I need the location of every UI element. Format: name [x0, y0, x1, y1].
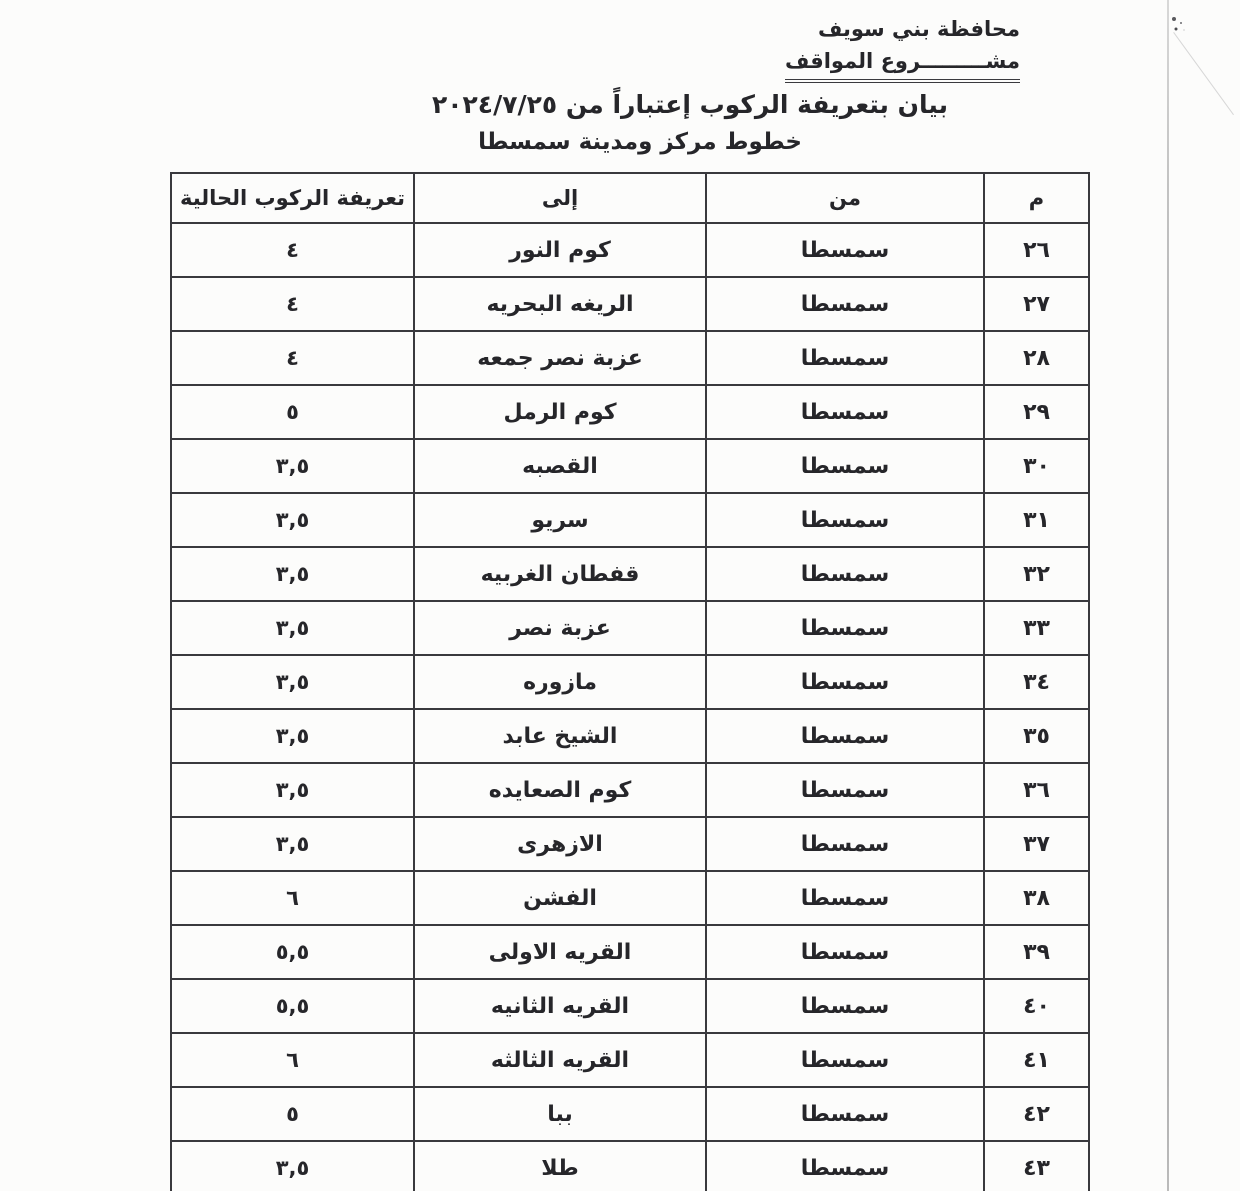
table-row	[171, 925, 1089, 979]
table-row	[171, 1141, 1089, 1191]
row-no: ٢٩	[984, 385, 1089, 439]
header-from: من	[706, 173, 984, 223]
table-row	[171, 493, 1089, 547]
row-from: سمسطا	[706, 655, 984, 709]
row-fare: ٤	[171, 331, 414, 385]
row-fare: ٣,٥	[171, 763, 414, 817]
row-no: ٣٤	[984, 655, 1089, 709]
row-from: سمسطا	[706, 223, 984, 277]
row-to: كوم النور	[414, 223, 706, 277]
header-fare: تعريفة الركوب الحالية	[171, 173, 414, 223]
row-from: سمسطا	[706, 979, 984, 1033]
row-to: عزبة نصر	[414, 601, 706, 655]
row-to: الفشن	[414, 871, 706, 925]
row-fare: ٣,٥	[171, 601, 414, 655]
row-no: ٣٧	[984, 817, 1089, 871]
scan-smudge-mark	[1172, 17, 1176, 21]
scan-fold-line	[1167, 0, 1169, 1191]
row-from: سمسطا	[706, 1141, 984, 1191]
row-to: الازهرى	[414, 817, 706, 871]
table-header-row	[171, 173, 1089, 223]
row-to: طلا	[414, 1141, 706, 1191]
row-no: ٣٣	[984, 601, 1089, 655]
row-from: سمسطا	[706, 925, 984, 979]
row-no: ٣٩	[984, 925, 1089, 979]
row-fare: ٦	[171, 871, 414, 925]
row-fare: ٥,٥	[171, 979, 414, 1033]
row-to: الريغه البحريه	[414, 277, 706, 331]
row-no: ٤١	[984, 1033, 1089, 1087]
table-row	[171, 547, 1089, 601]
table-row	[171, 223, 1089, 277]
row-to: القريه الثانيه	[414, 979, 706, 1033]
document-subtitle: خطوط مركز ومدينة سمسطا	[478, 129, 802, 155]
table-row	[171, 709, 1089, 763]
row-from: سمسطا	[706, 547, 984, 601]
row-to: مازوره	[414, 655, 706, 709]
row-from: سمسطا	[706, 385, 984, 439]
row-fare: ٣,٥	[171, 493, 414, 547]
row-fare: ٥,٥	[171, 925, 414, 979]
row-no: ٢٧	[984, 277, 1089, 331]
row-no: ٣٠	[984, 439, 1089, 493]
row-to: عزبة نصر جمعه	[414, 331, 706, 385]
row-fare: ٣,٥	[171, 547, 414, 601]
table-row	[171, 1033, 1089, 1087]
row-no: ٤٣	[984, 1141, 1089, 1191]
header-to: إلى	[414, 173, 706, 223]
table-row	[171, 385, 1089, 439]
row-from: سمسطا	[706, 1087, 984, 1141]
project-name: مشـــــــــروع المواقف	[785, 46, 1020, 84]
row-fare: ٤	[171, 277, 414, 331]
row-from: سمسطا	[706, 709, 984, 763]
table-row	[171, 277, 1089, 331]
row-no: ٣٦	[984, 763, 1089, 817]
row-from: سمسطا	[706, 331, 984, 385]
row-no: ٢٨	[984, 331, 1089, 385]
row-from: سمسطا	[706, 763, 984, 817]
row-no: ٣٥	[984, 709, 1089, 763]
org-header	[785, 14, 1020, 83]
row-from: سمسطا	[706, 817, 984, 871]
table-row	[171, 439, 1089, 493]
table-row	[171, 601, 1089, 655]
row-fare: ٦	[171, 1033, 414, 1087]
row-fare: ٣,٥	[171, 817, 414, 871]
header-no: م	[984, 173, 1089, 223]
row-from: سمسطا	[706, 439, 984, 493]
table-row	[171, 331, 1089, 385]
row-no: ٣١	[984, 493, 1089, 547]
table-row	[171, 817, 1089, 871]
table-row	[171, 979, 1089, 1033]
row-fare: ٣,٥	[171, 1141, 414, 1191]
row-to: ببا	[414, 1087, 706, 1141]
row-to: القريه الاولى	[414, 925, 706, 979]
row-fare: ٤	[171, 223, 414, 277]
row-to: قفطان الغربيه	[414, 547, 706, 601]
row-from: سمسطا	[706, 277, 984, 331]
row-from: سمسطا	[706, 871, 984, 925]
fare-table	[170, 172, 1090, 1191]
row-from: سمسطا	[706, 601, 984, 655]
row-no: ٣٢	[984, 547, 1089, 601]
governorate-name: محافظة بني سويف	[817, 17, 1020, 41]
row-to: سريو	[414, 493, 706, 547]
row-no: ٣٨	[984, 871, 1089, 925]
fare-table-body	[171, 223, 1089, 1191]
table-row	[171, 655, 1089, 709]
row-no: ٤٢	[984, 1087, 1089, 1141]
row-from: سمسطا	[706, 1033, 984, 1087]
row-fare: ٣,٥	[171, 709, 414, 763]
row-to: الشيخ عابد	[414, 709, 706, 763]
table-row	[171, 763, 1089, 817]
row-no: ٢٦	[984, 223, 1089, 277]
row-to: كوم الصعايده	[414, 763, 706, 817]
row-no: ٤٠	[984, 979, 1089, 1033]
row-from: سمسطا	[706, 493, 984, 547]
row-to: القريه الثالثه	[414, 1033, 706, 1087]
table-row	[171, 1087, 1089, 1141]
document-title: بيان بتعريفة الركوب إعتباراً من ٢٠٢٤/٧/٢٥	[432, 90, 948, 119]
table-row	[171, 871, 1089, 925]
row-fare: ٥	[171, 1087, 414, 1141]
row-to: كوم الرمل	[414, 385, 706, 439]
row-fare: ٣,٥	[171, 655, 414, 709]
row-fare: ٥	[171, 385, 414, 439]
row-fare: ٣,٥	[171, 439, 414, 493]
row-to: القصبه	[414, 439, 706, 493]
